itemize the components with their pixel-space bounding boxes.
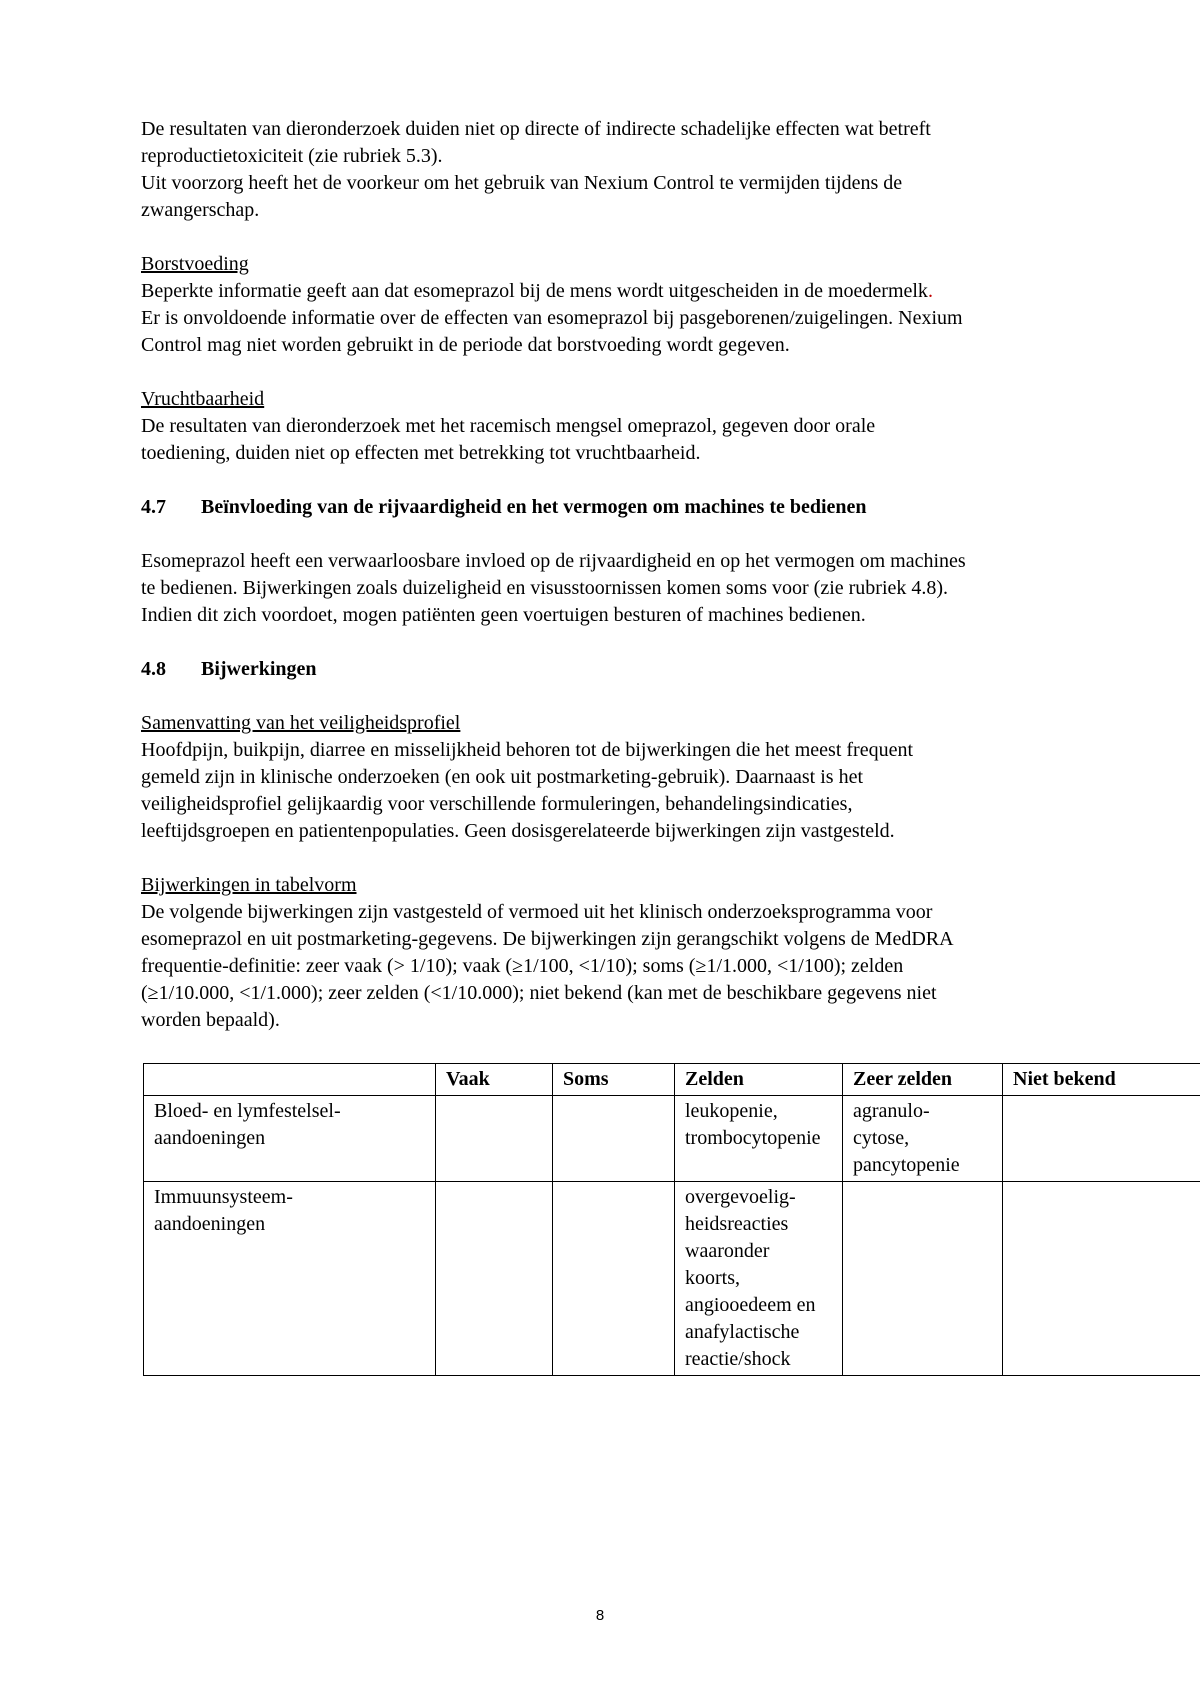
- section-4-7-paragraph: [141, 548, 1081, 629]
- vaak-cell: [436, 1182, 553, 1376]
- text-line: Indien dit zich voordoet, mogen patiënten geen voertuigen besturen of machines bedienen.: [141, 604, 866, 626]
- table-header-row: [144, 1064, 1200, 1096]
- text-line: esomeprazol en uit postmarketing-gegevens. De bijwerkingen zijn gerangschikt volgens de MedDRA: [141, 928, 954, 950]
- text-line: Er is onvoldoende informatie over de effecten van esomeprazol bij pasgeborenen/zuigelingen. Nexium: [141, 307, 963, 329]
- safety-summary-heading: Samenvatting van het veiligheidsprofiel: [141, 712, 461, 734]
- header-soms: Soms: [553, 1064, 675, 1096]
- text-line: veiligheidsprofiel gelijkaardig voor verschillende formuleringen, behandelingsindicaties,: [141, 793, 853, 815]
- zeer-zelden-cell: [843, 1182, 1003, 1376]
- header-zelden: Zelden: [675, 1064, 843, 1096]
- adverse-reactions-table: [143, 1063, 1200, 1376]
- zelden-cell: overgevoelig- heidsreacties waaronder koorts, angiooedeem en anafylactische reactie/shock: [675, 1182, 843, 1376]
- text-line: leeftijdsgroepen en patientenpopulaties. Geen dosisgerelateerde bijwerkingen zijn vastgesteld.: [141, 820, 895, 842]
- header-zeer-zelden: Zeer zelden: [843, 1064, 1003, 1096]
- fertility-section: [141, 386, 1081, 467]
- niet-bekend-cell: [1003, 1096, 1200, 1182]
- breastfeeding-heading: Borstvoeding: [141, 253, 249, 275]
- text-line: Control mag niet worden gebruikt in de periode dat borstvoeding wordt gegeven.: [141, 334, 790, 356]
- text-line: De resultaten van dieronderzoek met het racemisch mengsel omeprazol, gegeven door orale: [141, 415, 876, 437]
- header-niet-bekend: Niet bekend: [1003, 1064, 1200, 1096]
- tabular-heading: Bijwerkingen in tabelvorm: [141, 874, 357, 896]
- table-row: [144, 1096, 1200, 1182]
- tabular-intro-section: [141, 872, 1081, 1034]
- text-line: Esomeprazol heeft een verwaarloosbare invloed op de rijvaardigheid en op het vermogen om machines: [141, 550, 966, 572]
- text-line: Beperkte informatie geeft aan dat esomeprazol bij de mens wordt uitgescheiden in de moedermelk.: [141, 280, 933, 302]
- text-line: Uit voorzorg heeft het de voorkeur om het gebruik van Nexium Control te vermijden tijdens de: [141, 172, 903, 194]
- pregnancy-paragraph: [141, 116, 1081, 224]
- niet-bekend-cell: [1003, 1182, 1200, 1376]
- text-line: De volgende bijwerkingen zijn vastgesteld of vermoed uit het klinisch onderzoeksprogramma voor: [141, 901, 933, 923]
- page-number: 8: [595, 1607, 605, 1624]
- text-line: zwangerschap.: [141, 199, 260, 221]
- zeer-zelden-cell: agranulo- cytose, pancytopenie: [843, 1096, 1003, 1182]
- text-line: (≥1/10.000, <1/1.000); zeer zelden (<1/10.000); niet bekend (kan met de beschikbare gegevens niet: [141, 982, 937, 1004]
- header-organ-class: [144, 1064, 436, 1096]
- vaak-cell: [436, 1096, 553, 1182]
- section-4-8-heading: 4.8 Bijwerkingen: [141, 658, 317, 680]
- zelden-cell: leukopenie, trombocytopenie: [675, 1096, 843, 1182]
- text-line: Hoofdpijn, buikpijn, diarree en misselijkheid behoren tot de bijwerkingen die het meest frequent: [141, 739, 914, 761]
- organ-class-cell: Immuunsysteem- aandoeningen: [144, 1182, 436, 1376]
- text-line: toediening, duiden niet op effecten met betrekking tot vruchtbaarheid.: [141, 442, 701, 464]
- document-body: [141, 116, 1081, 1034]
- header-vaak: Vaak: [436, 1064, 553, 1096]
- text-line: worden bepaald).: [141, 1009, 280, 1031]
- safety-summary-section: [141, 710, 1081, 845]
- soms-cell: [553, 1182, 675, 1376]
- fertility-heading: Vruchtbaarheid: [141, 388, 265, 410]
- section-4-7-heading: 4.7 Beïnvloeding van de rijvaardigheid en het vermogen om machines te bedienen: [141, 496, 867, 518]
- text-line: gemeld zijn in klinische onderzoeken (en ook uit postmarketing-gebruik). Daarnaast is het: [141, 766, 864, 788]
- text-line: te bedienen. Bijwerkingen zoals duizeligheid en visusstoornissen komen soms voor (zie rubriek 4.8).: [141, 577, 949, 599]
- organ-class-cell: Bloed- en lymfestelsel- aandoeningen: [144, 1096, 436, 1182]
- text-line: frequentie-definitie: zeer vaak (> 1/10); vaak (≥1/100, <1/10); soms (≥1/1.000, <1/100); zelden: [141, 955, 904, 977]
- text-line: reproductietoxiciteit (zie rubriek 5.3).: [141, 145, 443, 167]
- text-line: De resultaten van dieronderzoek duiden niet op directe of indirecte schadelijke effecten wat betreft: [141, 118, 931, 140]
- soms-cell: [553, 1096, 675, 1182]
- breastfeeding-section: [141, 251, 1081, 359]
- table-row: [144, 1182, 1200, 1376]
